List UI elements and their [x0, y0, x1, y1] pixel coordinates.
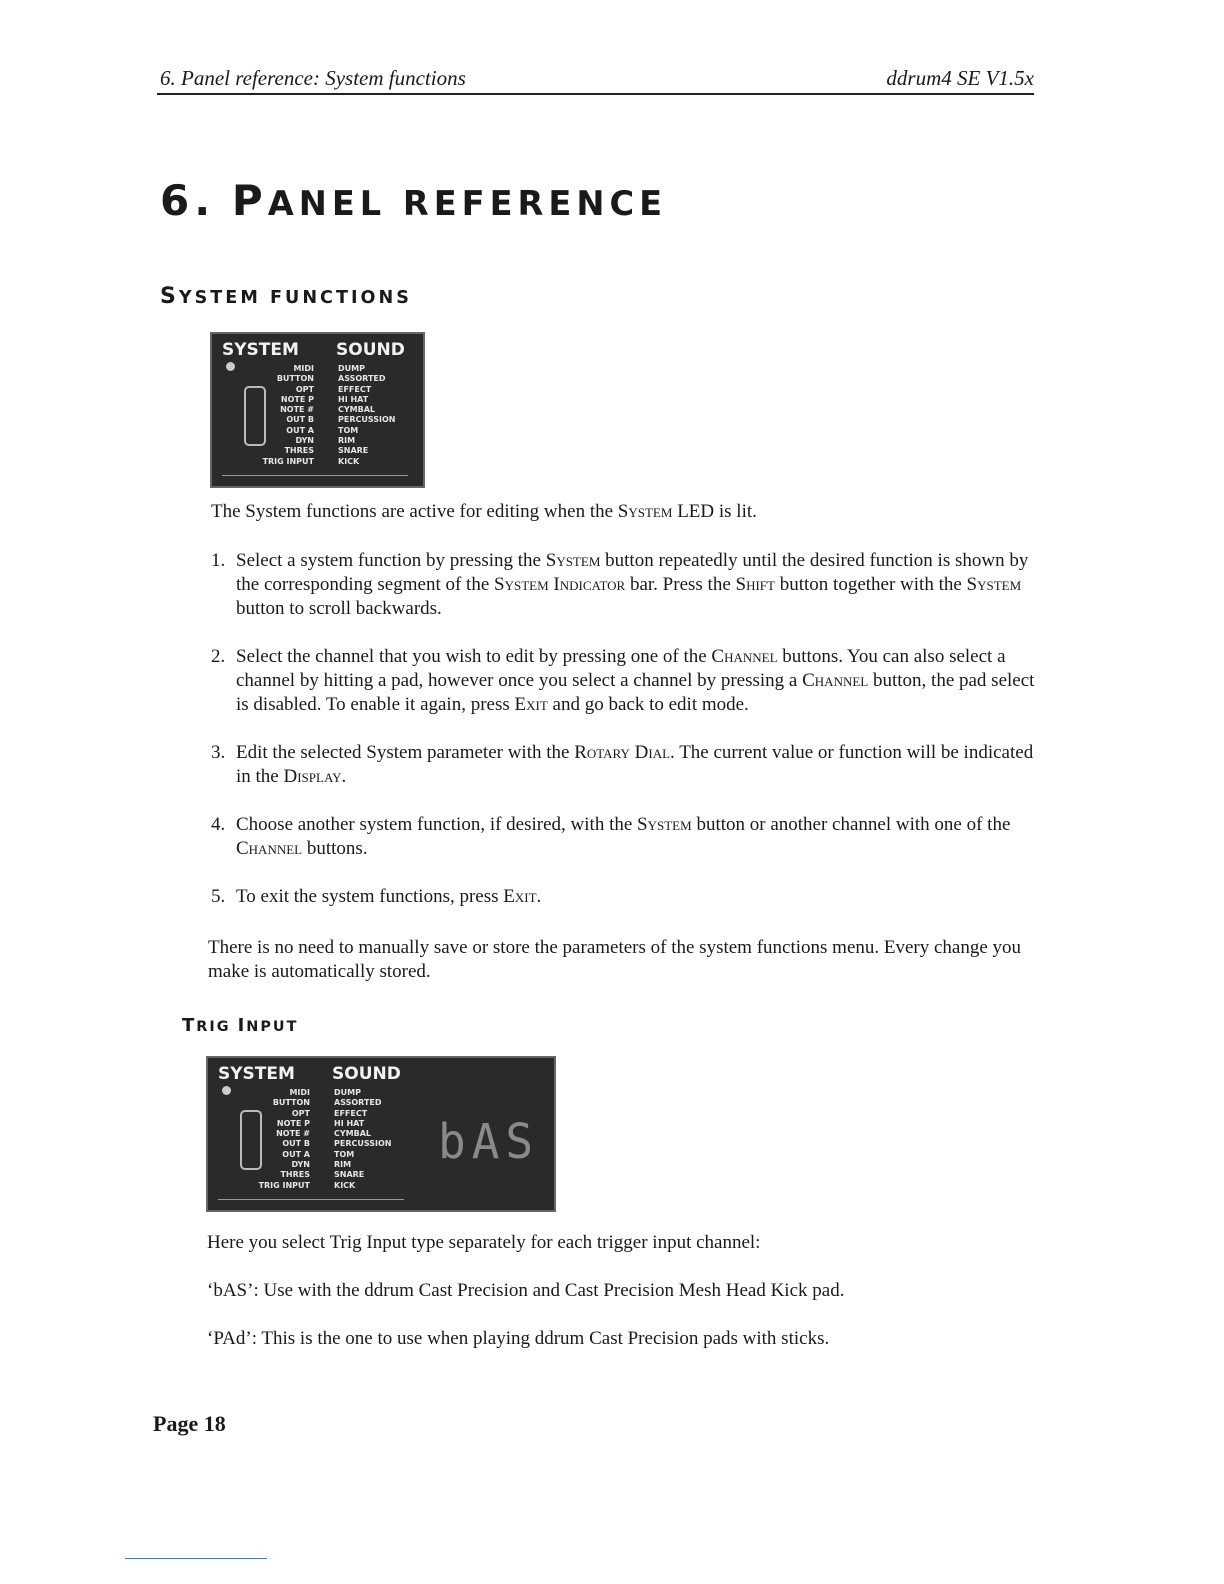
- step-number: 4.: [211, 814, 226, 835]
- panel-system-label: SYSTEM: [222, 340, 299, 360]
- system-item: OPT: [291, 1108, 310, 1118]
- step-number: 3.: [211, 742, 226, 763]
- system-item: TRIG INPUT: [258, 1180, 310, 1190]
- step-text: and go back to edit mode.: [547, 694, 749, 715]
- intro-paragraph: [211, 500, 1041, 524]
- sound-items-column: [334, 1088, 392, 1191]
- intro-system-term: System: [617, 501, 673, 522]
- page-number: Page 18: [153, 1411, 226, 1436]
- step-term: Exit: [514, 694, 548, 715]
- system-item: OUT B: [282, 1139, 310, 1149]
- step-term: System Indicator: [494, 574, 626, 595]
- step-term: System: [637, 814, 692, 835]
- system-items-column: [248, 1088, 310, 1191]
- system-item: OPT: [295, 384, 314, 394]
- sound-item: HI HAT: [334, 1118, 365, 1128]
- sound-item: EFFECT: [334, 1108, 368, 1118]
- step-item: [211, 741, 1041, 789]
- system-led-icon: [226, 362, 235, 371]
- sound-item: DUMP: [334, 1088, 361, 1097]
- step-text: button, the pad select is disabled. To enable it again, press: [236, 670, 1035, 715]
- steps-list: [211, 549, 1041, 933]
- footer-rule: [125, 1558, 267, 1559]
- step-term: Channel: [711, 646, 778, 667]
- step-term: System: [545, 550, 601, 571]
- running-header-left: 6. Panel reference: System functions: [160, 66, 466, 90]
- step-text: button to scroll backwards.: [236, 598, 442, 619]
- step-term: Channel: [802, 670, 869, 691]
- step-term: Shift: [735, 574, 775, 595]
- step-term: Display: [283, 766, 342, 787]
- intro-text: The System functions are active for editing when the: [211, 501, 618, 522]
- sound-item: SNARE: [334, 1170, 365, 1180]
- bas-option-paragraph: ‘bAS’: Use with the ddrum Cast Precision and Cast Precision Mesh Head Kick pad.: [207, 1280, 845, 1301]
- sound-item: RIM: [334, 1160, 352, 1170]
- step-item: [211, 813, 1041, 861]
- step-text: .: [341, 766, 347, 787]
- sound-item: PERCUSSION: [334, 1139, 392, 1149]
- step-text: button repeatedly until the desired function is shown by the corresponding segment of the: [236, 550, 1029, 595]
- panel-sound-label: SOUND: [332, 1064, 401, 1084]
- step-text: button together with the: [774, 574, 967, 595]
- panel-underline: [218, 1199, 404, 1200]
- step-text: buttons.: [302, 838, 368, 859]
- system-item: BUTTON: [272, 1098, 310, 1108]
- step-text: buttons. You can also select a channel by hitting a pad, however once you select a channel by pressing a: [236, 646, 1006, 691]
- step-item: [211, 645, 1041, 717]
- step-item: [211, 885, 1041, 909]
- sound-item: EFFECT: [338, 384, 372, 394]
- sound-item: PERCUSSION: [338, 415, 396, 425]
- step-text: Select a system function by pressing the: [236, 550, 546, 571]
- system-item: MIDI: [293, 364, 314, 373]
- step-text: bar. Press the: [625, 574, 736, 595]
- sound-item: SNARE: [338, 446, 369, 456]
- sound-item: KICK: [338, 456, 360, 466]
- step-text: . The current value or function will be indicated in the: [236, 742, 1034, 787]
- pad-option-paragraph: ‘PAd’: This is the one to use when playing ddrum Cast Precision pads with sticks.: [207, 1328, 830, 1349]
- system-item: DYN: [291, 1160, 310, 1170]
- panel-underline: [222, 475, 408, 476]
- system-item: NOTE P: [276, 1118, 310, 1128]
- step-number: 1.: [211, 550, 226, 571]
- sound-item: HI HAT: [338, 394, 369, 404]
- sound-item: ASSORTED: [334, 1098, 382, 1108]
- sound-item: ASSORTED: [338, 374, 386, 384]
- step-number: 2.: [211, 646, 226, 667]
- panel-sound-label: SOUND: [336, 340, 405, 360]
- header-rule: [157, 93, 1034, 95]
- step-term: Rotary Dial: [574, 742, 671, 763]
- system-item: NOTE P: [280, 394, 314, 404]
- chapter-title: 6. PANEL REFERENCE: [160, 176, 668, 225]
- system-item: TRIG INPUT: [262, 456, 314, 466]
- system-item: MIDI: [289, 1088, 310, 1097]
- system-item: THRES: [284, 446, 314, 456]
- outro-paragraph: There is no need to manually save or store the parameters of the system functions menu. Every change you make is automatically stored.: [208, 937, 1022, 982]
- system-item: THRES: [280, 1170, 310, 1180]
- subsection-title: TRIG INPUT: [182, 1015, 299, 1036]
- system-item: OUT A: [282, 1149, 310, 1159]
- system-panel-image: [210, 332, 425, 488]
- system-item: NOTE #: [280, 405, 314, 415]
- trig-input-paragraph: Here you select Trig Input type separately for each trigger input channel:: [207, 1232, 761, 1253]
- step-text: Select the channel that you wish to edit by pressing one of the: [236, 646, 712, 667]
- step-number: 5.: [211, 886, 226, 907]
- running-header-right: ddrum4 SE V1.5x: [886, 66, 1034, 90]
- panel-system-label: SYSTEM: [218, 1064, 295, 1084]
- step-item: [211, 549, 1041, 621]
- sound-item: DUMP: [338, 364, 365, 373]
- step-text: button or another channel with one of the: [691, 814, 1011, 835]
- system-led-icon: [222, 1086, 231, 1095]
- system-item: DYN: [295, 436, 314, 446]
- sound-items-column: [338, 364, 396, 467]
- system-item: NOTE #: [276, 1129, 310, 1139]
- step-text: To exit the system functions, press: [236, 886, 504, 907]
- seven-segment-display: bAS: [438, 1112, 540, 1170]
- section-title: SYSTEM FUNCTIONS: [160, 284, 412, 309]
- sound-item: TOM: [334, 1149, 355, 1159]
- sound-item: RIM: [338, 436, 356, 446]
- system-items-column: [252, 364, 314, 467]
- step-term: Channel: [236, 838, 303, 859]
- sound-item: KICK: [334, 1180, 356, 1190]
- step-term: System: [966, 574, 1022, 595]
- system-item: OUT A: [286, 425, 314, 435]
- step-text: Choose another system function, if desired, with the: [236, 814, 638, 835]
- intro-text-end: LED is lit.: [672, 501, 757, 522]
- step-text: Edit the selected System parameter with the: [236, 742, 575, 763]
- step-term: Exit: [503, 886, 537, 907]
- sound-item: TOM: [338, 425, 359, 435]
- system-item: OUT B: [286, 415, 314, 425]
- system-item: BUTTON: [276, 374, 314, 384]
- sound-item: CYMBAL: [338, 405, 376, 415]
- sound-item: CYMBAL: [334, 1129, 372, 1139]
- step-text: .: [536, 886, 542, 907]
- trig-input-panel-image: [206, 1056, 556, 1212]
